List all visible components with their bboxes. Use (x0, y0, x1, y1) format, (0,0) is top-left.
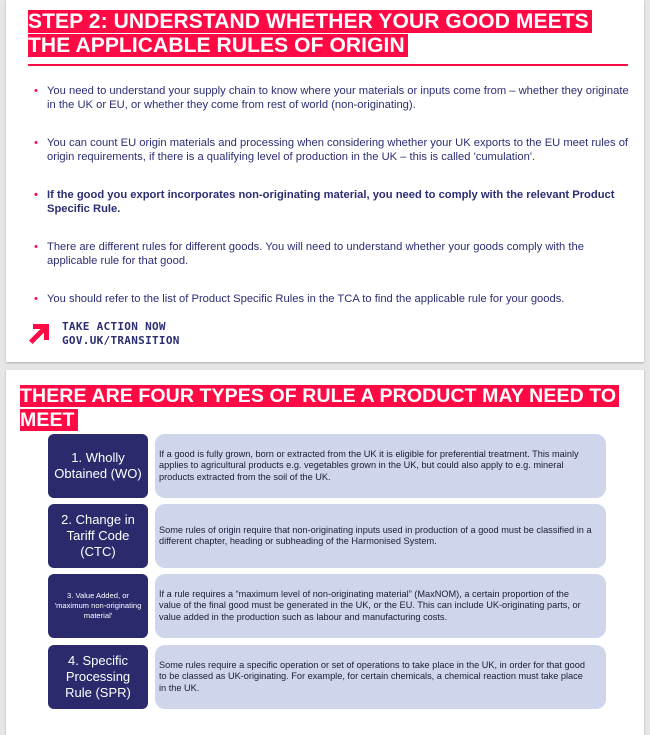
rule-row-value-added (48, 574, 606, 638)
bullet-item: • You can count EU origin materials and processing when considering whether your UK exports to the EU meet rules of origin requirements, if there is a qualifying level of production in the UK – this is called 'cumulation'. (34, 136, 634, 188)
slide-title: STEP 2: UNDERSTAND WHETHER YOUR GOOD MEETS THE APPLICABLE RULES OF ORIGIN (28, 10, 618, 58)
slide-four-rule-types (6, 370, 644, 735)
take-action-logo-text (62, 320, 180, 348)
rule-description: If a good is fully grown, born or extracted from the UK it is eligible for preferential treatment. This mainly applies to agricultural products e.g. vegetables grown in the UK, but could also apply to e.g. mineral products extracted from the soil of the UK. (155, 434, 606, 498)
bullet-list (34, 84, 634, 318)
rule-row-wholly-obtained (48, 434, 606, 498)
slide-title: THERE ARE FOUR TYPES OF RULE A PRODUCT MAY NEED TO MEET (20, 384, 644, 432)
rule-description: If a rule requires a “maximum level of non-originating material” (MaxNOM), a certain proportion of the value of the final good must be generated in the UK, or the EU. This can include UK-originating parts, or value added in the production such as labour and manufacturing costs. (155, 574, 606, 638)
slide-step-2 (6, 0, 644, 362)
rule-label: 2. Change in Tariff Code (CTC) (48, 504, 148, 568)
logo-line-2: GOV.UK/TRANSITION (62, 334, 180, 347)
title-divider (28, 64, 628, 66)
bullet-item: • You should refer to the list of Product Specific Rules in the TCA to find the applicable rule for your goods. (34, 292, 634, 318)
rule-label: 1. Wholly Obtained (WO) (48, 434, 148, 498)
rule-label: 3. Value Added, or 'maximum non-originating material' (48, 574, 148, 638)
arrow-logo-icon (28, 321, 52, 345)
rule-description: Some rules require a specific operation or set of operations to take place in the UK, in order for that good to be classed as UK-originating. For example, for certain chemicals, a chemical reaction must take place in the UK. (155, 645, 606, 709)
rule-row-change-in-tariff-code (48, 504, 606, 568)
bullet-item: • If the good you export incorporates non-originating material, you need to comply with the relevant Product Specific Rule. (34, 188, 634, 240)
rule-label: 4. Specific Processing Rule (SPR) (48, 645, 148, 709)
rule-row-specific-processing (48, 645, 606, 709)
bullet-item: • You need to understand your supply chain to know where your materials or inputs come from – whether they originate in the UK or EU, or whether they come from rest of world (non-originating). (34, 84, 634, 136)
bullet-item: • There are different rules for different goods. You will need to understand whether your goods comply with the applicable rule for that good. (34, 240, 634, 292)
logo-line-1: TAKE ACTION NOW (62, 320, 166, 333)
rule-description: Some rules of origin require that non-originating inputs used in production of a good must be classified in a different chapter, heading or subheading of the Harmonised System. (155, 504, 606, 568)
